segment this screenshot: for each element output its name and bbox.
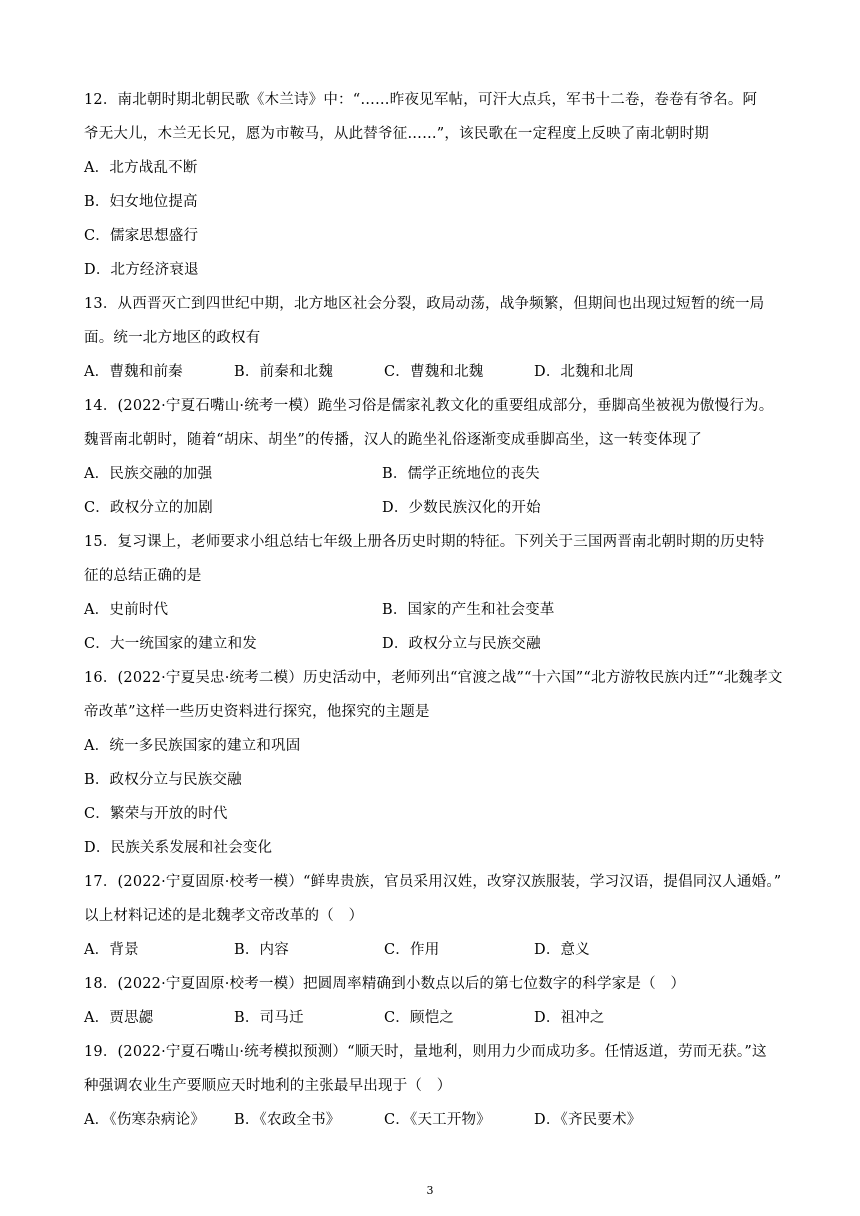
options-row: [84, 627, 784, 661]
question-17: [84, 865, 784, 967]
options-row: [84, 593, 784, 627]
question-14: [84, 389, 784, 525]
option-d: D．祖冲之: [534, 1010, 605, 1026]
option-b: B．司马迁: [234, 1010, 304, 1026]
question-15: [84, 525, 784, 661]
page-number: 3: [426, 1184, 434, 1197]
question-18: [84, 967, 784, 1035]
option-b: B．儒学正统地位的丧失: [382, 466, 540, 482]
question-text: 魏晋南北朝时，随着“胡床、胡坐”的传播，汉人的跪坐礼俗逐渐变成垂脚高坐，这一转变体现了: [84, 432, 702, 448]
option-a: A．民族交融的加强: [84, 466, 213, 482]
option-b: B．《农政全书》: [234, 1112, 341, 1128]
question-12: [84, 83, 784, 287]
question-text: 18．(2022·宁夏固原·校考一模）把圆周率精确到小数点以后的第七位数字的科学家是（ ）: [84, 976, 686, 992]
option-b: B．前秦和北魏: [234, 364, 334, 380]
question-19: [84, 1035, 784, 1137]
option-b: B．内容: [234, 942, 289, 958]
option-b: B．妇女地位提高: [84, 194, 198, 210]
option-c: C．儒家思想盛行: [84, 228, 199, 244]
question-13: [84, 287, 784, 389]
question-text: 15．复习课上，老师要求小组总结七年级上册各历史时期的特征。下列关于三国两晋南北朝时期的历史特: [84, 534, 765, 550]
question-text: 以上材料记述的是北魏孝文帝改革的（ ）: [84, 908, 364, 924]
option-a: A．背景: [84, 942, 139, 958]
question-text: 14．(2022·宁夏石嘴山·统考一模）跪坐习俗是儒家礼教文化的重要组成部分，垂脚高坐被视为傲慢行为。: [84, 398, 774, 414]
option-d: D．北魏和北周: [534, 364, 635, 380]
option-d: D．北方经济衰退: [84, 262, 199, 278]
question-text: 帝改革”这样一些历史资料进行探究，他探究的主题是: [84, 704, 430, 720]
question-text: 征的总结正确的是: [84, 568, 202, 584]
option-d: D．民族关系发展和社会变化: [84, 840, 273, 856]
question-text: 种强调农业生产要顺应天时地利的主张最早出现于（ ）: [84, 1078, 452, 1094]
question-text: 12．南北朝时期北朝民歌《木兰诗》中：“……昨夜见军帖，可汗大点兵，军书十二卷，卷卷有爷名。阿: [84, 92, 758, 108]
question-text: 13．从西晋灭亡到四世纪中期，北方地区社会分裂，政局动荡，战争频繁，但期间也出现过短暂的统一局: [84, 296, 765, 312]
option-d: D．意义: [534, 942, 590, 958]
option-c: C．《天工开物》: [384, 1112, 491, 1128]
options-row: [84, 933, 784, 967]
question-16: [84, 661, 784, 865]
option-d: D．《齐民要术》: [534, 1112, 642, 1128]
question-text: 爷无大儿，木兰无长兄，愿为市鞍马，从此替爷征……”，该民歌在一定程度上反映了南北朝时期: [84, 126, 710, 142]
option-d: D．政权分立与民族交融: [382, 636, 541, 652]
option-a: A．曹魏和前秦: [84, 364, 183, 380]
option-a: A．北方战乱不断: [84, 160, 198, 176]
option-b: B．政权分立与民族交融: [84, 772, 242, 788]
option-a: A．统一多民族国家的建立和巩固: [84, 738, 301, 754]
options-row: [84, 1001, 784, 1035]
option-a: A．《伤寒杂病论》: [84, 1112, 206, 1128]
question-text: 面。统一北方地区的政权有: [84, 330, 261, 346]
option-c: C．繁荣与开放的时代: [84, 806, 228, 822]
options-row: [84, 1103, 784, 1137]
option-c: C．曹魏和北魏: [384, 364, 484, 380]
option-c: C．政权分立的加剧: [84, 500, 213, 516]
question-text: 17．(2022·宁夏固原·校考一模）“鲜卑贵族，官员采用汉姓，改穿汉族服装，学习汉语，提倡同汉人通婚。”: [84, 874, 782, 890]
option-a: A．史前时代: [84, 602, 169, 618]
question-text: 16．(2022·宁夏吴忠·统考二模）历史活动中，老师列出“官渡之战”“十六国”“北方游牧民族内迁”“北魏孝文: [84, 670, 783, 686]
options-row: [84, 491, 784, 525]
option-d: D．少数民族汉化的开始: [382, 500, 541, 516]
option-c: C．作用: [384, 942, 440, 958]
options-row: [84, 355, 784, 389]
option-c: C．顾恺之: [384, 1010, 455, 1026]
options-row: [84, 457, 784, 491]
option-b: B．国家的产生和社会变革: [382, 602, 555, 618]
question-text: 19．(2022·宁夏石嘴山·统考模拟预测）“顺天时，量地利，则用力少而成功多。任情返道，劳而无获。”这: [84, 1044, 767, 1060]
option-a: A．贾思勰: [84, 1010, 154, 1026]
option-c: C．大一统国家的建立和发: [84, 636, 257, 652]
